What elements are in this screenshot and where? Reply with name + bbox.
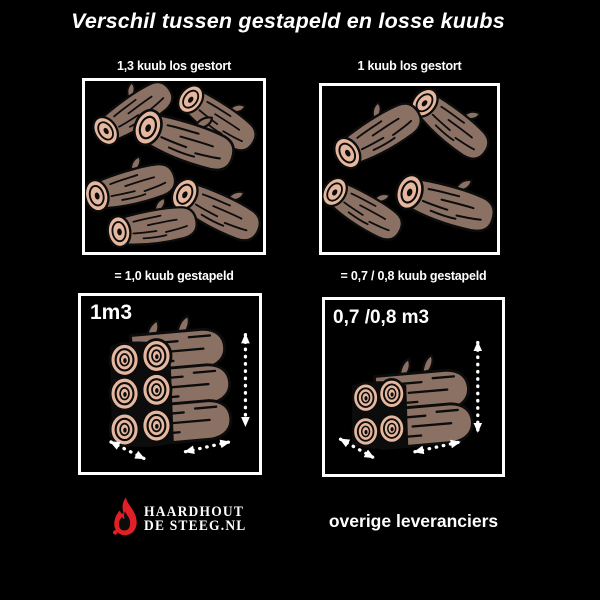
loose-logs-right-illustration [322,86,497,252]
stacked-pile-left-box [78,293,262,475]
page-title: Verschil tussen gestapeld en losse kuubs [71,9,505,33]
loose-pile-left-box [82,78,266,255]
brand-name [144,496,246,532]
caption-loose-left: 1,3 kuub los gestort [116,59,232,73]
caption-loose-right: 1 kuub los gestort [357,59,462,73]
loose-logs-left-illustration [85,81,263,252]
brand-logo [111,496,246,538]
equals-caption-left: = 1,0 kuub gestapeld [114,269,234,283]
volume-label-right: 0,7 /0,8 m3 [333,307,430,328]
volume-label-left: 1m3 [90,301,133,324]
brand-line2: DE STEEG.NL [144,516,247,534]
brand-line1: HAARDHOUT [144,502,245,520]
loose-pile-right-box [319,83,500,255]
width-arrow [185,442,229,452]
stacked-pile-right-box [322,297,505,477]
flame-icon [111,496,139,538]
equals-caption-right: = 0,7 / 0,8 kuub gestapeld [340,269,487,283]
competitor-label: overige leveranciers [328,511,499,531]
